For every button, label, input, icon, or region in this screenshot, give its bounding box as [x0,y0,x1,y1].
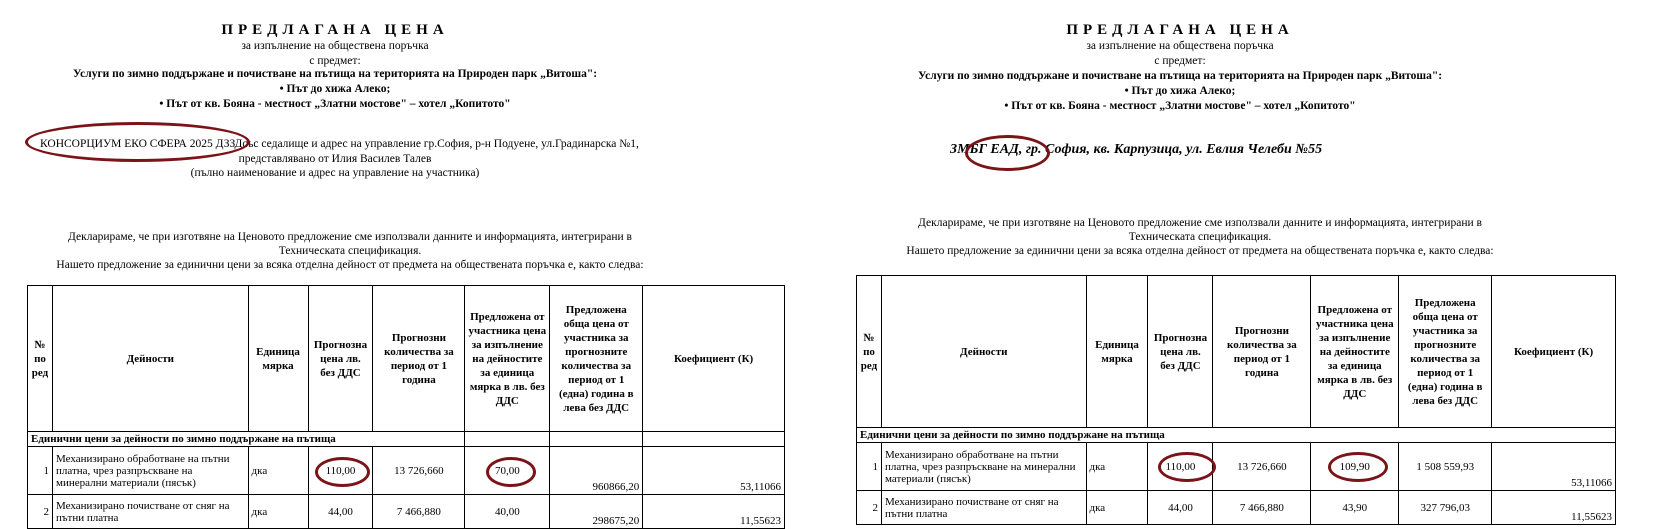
row-number: 2 [857,491,882,525]
column-header: Предложена обща цена от участника за прогнозните количества за период от 1 (една) година в лева без ДДС [550,286,643,432]
column-header: Прогнозна цена лв. без ДДС [1148,276,1213,428]
subject-item: • Път от кв. Бояна - местност „Златни мостове" – хотел „Копитото" [159,98,511,110]
activity-cell: Механизирано обработване на пътни платна, чрез разпръскване на минерални материали (пясък) [52,447,248,495]
column-header: Предложена от участника цена за изпълнение на дейностите за единица мярка в лв. без ДДС [465,286,550,432]
table-row [857,443,1616,491]
column-header: № по ред [28,286,53,432]
declaration-line: Техническата спецификация. [278,245,422,257]
represented-by: представлявано от Илия Василев Талев [238,153,432,165]
unit-cell: дка [1086,443,1148,491]
table-row [857,491,1616,525]
declaration-line: Техническата спецификация. [1128,231,1272,243]
forecast-price-cell: 44,00 [1148,491,1213,525]
table-row [28,495,785,529]
offer-price-cell: 70,00 [465,447,550,495]
declaration-line: Нашето предложение за единични цени за всяка отделна дейност от предмета на обществената поръчка е, както следва: [56,259,644,271]
offer-price-cell: 43,90 [1311,491,1399,525]
row-number: 1 [857,443,882,491]
subject-label: с предмет: [1154,55,1206,67]
subject-item: • Път от кв. Бояна - местност „Златни мостове" – хотел „Копитото" [1004,100,1356,112]
highlight-oval-offer-price [486,457,536,487]
column-header: Коефициент (К) [643,286,785,432]
quantity-cell: 13 726,660 [1213,443,1311,491]
column-header: Предложена обща цена от участника за прогнозните количества за период от 1 (една) година в лева без ДДС [1399,276,1492,428]
declaration-line: Декларираме, че при изготвяне на Ценовото предложение сме използвали данните и информацията, интегрирани в [918,217,1482,229]
participant-line: ЗМБГ ЕАД, гр. София, кв. Карпузица, ул. Евлия Челеби №55 [950,142,1323,157]
subject-text: Услуги по зимно поддържане и почистване на пътища на територията на Природен парк „Витоша": [917,70,1443,82]
price-table [27,285,785,529]
declaration [880,216,1520,258]
section-row [857,428,1616,443]
table-header-row [857,276,1616,428]
forecast-price-cell: 44,00 [308,495,373,529]
row-number: 2 [28,495,53,529]
section-title: Единични цени за дейности по зимно поддържане на пътища [28,432,465,447]
subtitle-line: за изпълнение на обществена поръчка [241,40,429,52]
document-title: ПРЕДЛАГАНА ЦЕНА [221,22,449,38]
column-header: Предложена от участника цена за изпълнение на дейностите за единица мярка в лв. без ДДС [1311,276,1399,428]
table-row [28,447,785,495]
offer-price-cell: 109,90 [1311,443,1399,491]
right-document [840,0,1680,529]
highlight-oval-forecast-price [315,457,370,487]
coefficient-cell: 53,11066 [643,447,785,495]
highlight-oval-offer-price [1328,452,1388,482]
column-header: Дейности [52,286,248,432]
unit-cell: дка [248,447,308,495]
column-header: Прогнозни количества за период от 1 година [1213,276,1311,428]
unit-cell: дка [248,495,308,529]
column-header: Прогнозна цена лв. без ДДС [308,286,373,432]
quantity-cell: 7 466,880 [373,495,465,529]
column-header: Единица мярка [248,286,308,432]
activity-cell: Механизирано почистване от сняг на пътни платна [52,495,248,529]
total-cell: 1 508 559,93 [1399,443,1492,491]
section-row [28,432,785,447]
column-header: Дейности [881,276,1086,428]
unit-cell: дка [1086,491,1148,525]
name-hint: (пълно наименование и адрес на управление на участника) [190,167,480,179]
forecast-price-cell: 110,00 [308,447,373,495]
subtitle-line: за изпълнение на обществена поръчка [1086,40,1274,52]
subject-text: Услуги по зимно поддържане и почистване на пътища на територията на Природен парк „Витоша": [72,68,598,80]
subject-label: с предмет: [309,55,361,67]
participant-name: КОНСОРЦИУМ ЕКО СФЕРА 2025 ДЗЗД [40,138,243,150]
highlight-oval-participant [25,122,250,162]
column-header: Единица мярка [1086,276,1148,428]
column-header: Коефициент (К) [1492,276,1616,428]
declaration-line: Декларираме, че при изготвяне на Ценовото предложение сме използвали данните и информацията, интегрирани в [68,231,632,243]
total-cell: 327 796,03 [1399,491,1492,525]
declaration [30,230,670,272]
coefficient-cell: 11,55623 [643,495,785,529]
subject-item: • Път до хижа Алеко; [1124,85,1236,97]
offer-price-cell: 40,00 [465,495,550,529]
price-table [856,275,1616,525]
column-header: № по ред [857,276,882,428]
column-header: Прогнозни количества за период от 1 година [373,286,465,432]
total-cell: 960866,20 [550,447,643,495]
highlight-oval-forecast-price [1158,452,1216,482]
subject-item: • Път до хижа Алеко; [279,83,391,95]
quantity-cell: 13 726,660 [373,447,465,495]
row-number: 1 [28,447,53,495]
coefficient-cell: 53,11066 [1492,443,1616,491]
declaration-line: Нашето предложение за единични цени за всяка отделна дейност от предмета на обществената поръчка е, както следва: [906,245,1494,257]
document-title: ПРЕДЛАГАНА ЦЕНА [1066,22,1294,38]
forecast-price-cell: 110,00 [1148,443,1213,491]
activity-cell: Механизирано обработване на пътни платна, чрез разпръскване на минерални материали (пясък) [881,443,1086,491]
activity-cell: Механизирано почистване от сняг на пътни платна [881,491,1086,525]
total-cell: 298675,20 [550,495,643,529]
coefficient-cell: 11,55623 [1492,491,1616,525]
highlight-oval-participant [965,135,1050,171]
section-title: Единични цени за дейности по зимно поддържане на пътища [857,428,1616,443]
quantity-cell: 7 466,880 [1213,491,1311,525]
table-header-row [28,286,785,432]
participant-address: със седалище и адрес на управление гр.София, р-н Подуене, ул.Градинарска №1, [242,138,639,150]
